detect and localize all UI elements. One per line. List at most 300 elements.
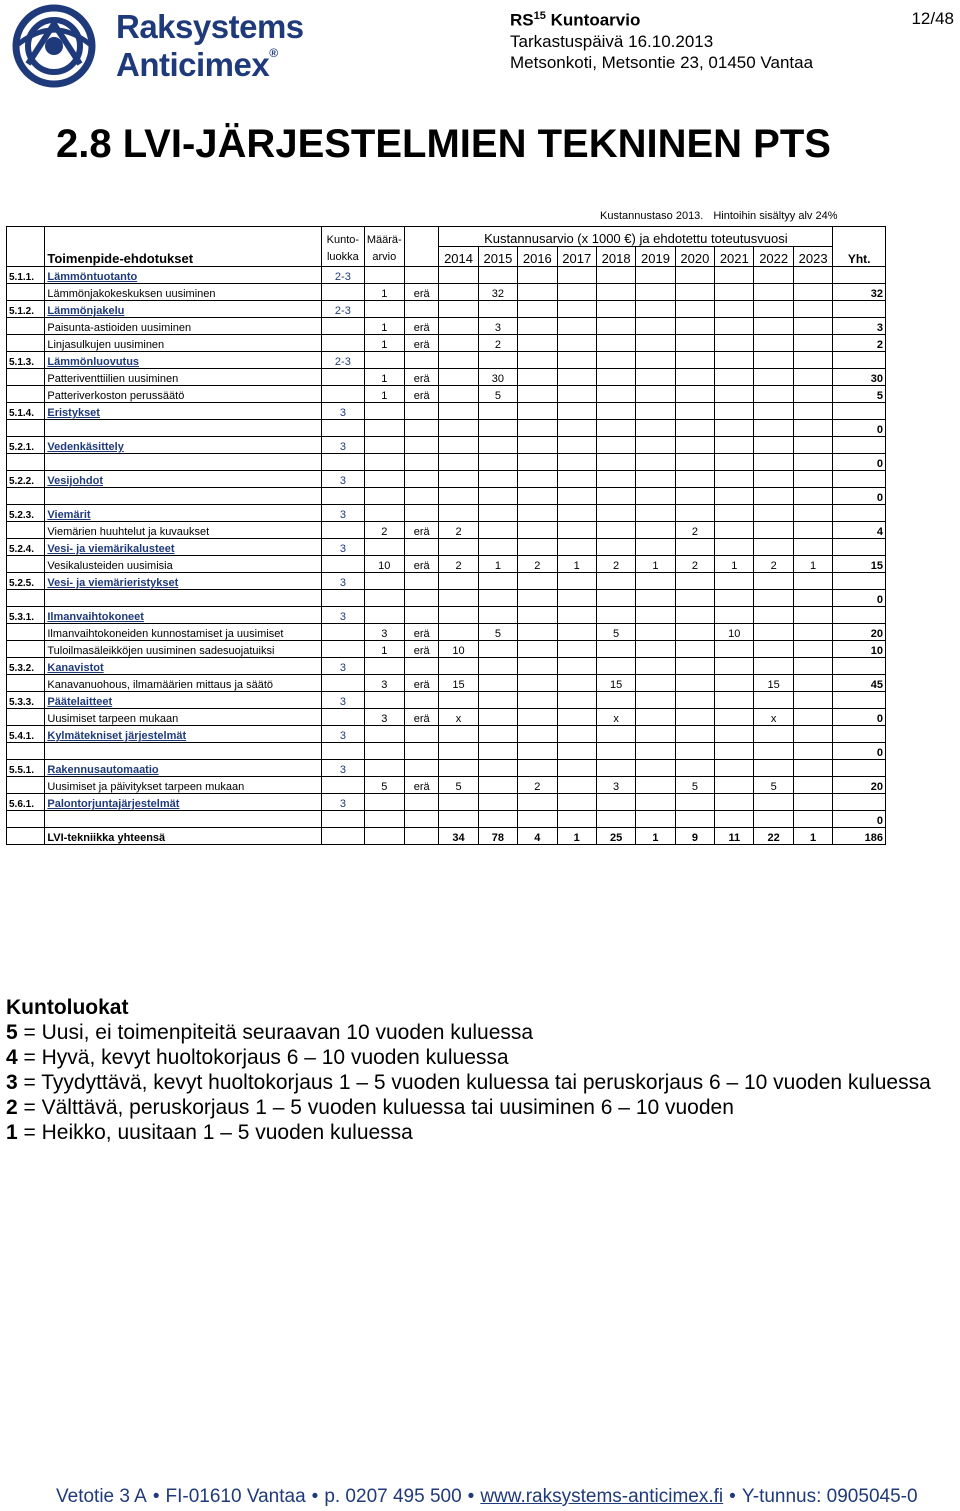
section-label: Kanavistot	[45, 658, 322, 675]
grand-total: 186	[833, 828, 886, 845]
year-cost	[557, 420, 596, 437]
empty-cell	[364, 505, 404, 522]
year-cost	[636, 777, 675, 794]
footer	[56, 1486, 918, 1508]
year-cost: 1	[557, 556, 596, 573]
measures-header: Toimenpide-ehdotukset	[45, 227, 322, 267]
year-cost	[754, 369, 793, 386]
empty-cell	[833, 403, 886, 420]
empty-cell	[7, 675, 45, 692]
row-total: 20	[833, 777, 886, 794]
year-cost	[715, 488, 754, 505]
empty-cell	[478, 692, 517, 709]
year-cost: 30	[478, 369, 517, 386]
empty-cell	[439, 352, 478, 369]
empty-cell	[557, 794, 596, 811]
empty-cell	[557, 726, 596, 743]
quantity-value: 5	[364, 777, 404, 794]
empty-cell	[439, 573, 478, 590]
empty-cell	[754, 658, 793, 675]
year-cost	[557, 284, 596, 301]
year-cost	[596, 488, 635, 505]
unit-value	[405, 488, 439, 505]
year-cost	[754, 811, 793, 828]
section-label: Vesi- ja viemärikalusteet	[45, 539, 322, 556]
year-cost	[793, 590, 832, 607]
row-total: 0	[833, 488, 886, 505]
year-cost	[439, 743, 478, 760]
empty-cell	[322, 522, 364, 539]
empty-cell	[754, 403, 793, 420]
year-total: 34	[439, 828, 478, 845]
year-cost	[675, 284, 714, 301]
year-cost	[715, 743, 754, 760]
year-cost	[715, 777, 754, 794]
empty-cell	[793, 760, 832, 777]
empty-cell	[557, 403, 596, 420]
empty-cell	[715, 301, 754, 318]
year-cost: 15	[596, 675, 635, 692]
year-cost	[518, 318, 557, 335]
year-cost	[675, 624, 714, 641]
empty-cell	[322, 335, 364, 352]
unit-value: erä	[405, 318, 439, 335]
unit-value: erä	[405, 624, 439, 641]
section-code: 5.3.3.	[7, 692, 45, 709]
legend-class-text: = Tyydyttävä, kevyt huoltokorjaus 1 – 5 vuoden kuluessa tai peruskorjaus 6 – 10 vuoden kuluessa	[17, 1071, 931, 1094]
year-cost	[636, 488, 675, 505]
empty-cell	[675, 437, 714, 454]
year-total: 11	[715, 828, 754, 845]
empty-cell	[636, 437, 675, 454]
year-cost	[478, 675, 517, 692]
empty-cell	[833, 658, 886, 675]
table-row	[7, 624, 886, 641]
empty-cell	[322, 369, 364, 386]
empty-cell	[675, 692, 714, 709]
page-number: 12/48	[911, 9, 954, 28]
empty-cell	[405, 301, 439, 318]
empty-cell	[518, 471, 557, 488]
table-row	[7, 641, 886, 658]
empty-cell	[636, 726, 675, 743]
empty-cell	[833, 471, 886, 488]
total-header: Yht.	[833, 227, 886, 267]
year-cost	[518, 709, 557, 726]
year-cost	[793, 420, 832, 437]
empty-cell	[364, 692, 404, 709]
row-total: 0	[833, 590, 886, 607]
section-row	[7, 794, 886, 811]
empty-cell	[793, 437, 832, 454]
year-cost	[715, 522, 754, 539]
quantity-value: 10	[364, 556, 404, 573]
inspection-date: Tarkastuspäivä 16.10.2013	[510, 31, 714, 51]
empty-cell	[518, 505, 557, 522]
year-cost	[793, 488, 832, 505]
legend-class-text: = Uusi, ei toimenpiteitä seuraavan 10 vuoden kuluessa	[17, 1021, 534, 1044]
measure-label	[45, 811, 322, 828]
condition-class: 3	[322, 505, 364, 522]
empty-cell	[439, 607, 478, 624]
section-label: Lämmöntuotanto	[45, 267, 322, 284]
section-label: Vesi- ja viemärieristykset	[45, 573, 322, 590]
unit-value	[405, 590, 439, 607]
measure-label: Viemärien huuhtelut ja kuvaukset	[45, 522, 322, 539]
year-cost	[596, 335, 635, 352]
empty-cell	[439, 658, 478, 675]
year-cost	[636, 675, 675, 692]
quantity-value: 2	[364, 522, 404, 539]
empty-cell	[322, 709, 364, 726]
empty-cell	[405, 573, 439, 590]
section-label: Päätelaitteet	[45, 692, 322, 709]
year-cost	[478, 811, 517, 828]
empty-cell	[518, 573, 557, 590]
empty-cell	[793, 267, 832, 284]
year-cost	[754, 624, 793, 641]
logo-brand-line1: Raksystems	[116, 8, 304, 45]
year-cost	[557, 369, 596, 386]
empty-cell	[364, 658, 404, 675]
section-label: Kylmätekniset järjestelmät	[45, 726, 322, 743]
section-code: 5.2.4.	[7, 539, 45, 556]
year-header: 2022	[754, 247, 793, 267]
section-code: 5.2.3.	[7, 505, 45, 522]
row-total: 10	[833, 641, 886, 658]
legend-class-number: 4	[6, 1046, 18, 1069]
year-cost: 2	[675, 556, 714, 573]
legend-item	[6, 1095, 951, 1120]
empty-cell	[675, 505, 714, 522]
bullet-icon: •	[311, 1486, 319, 1507]
unit-value: erä	[405, 641, 439, 658]
year-cost	[675, 386, 714, 403]
condition-header: Kunto-luokka	[322, 227, 364, 267]
empty-cell	[322, 454, 364, 471]
empty-cell	[518, 301, 557, 318]
empty-cell	[518, 607, 557, 624]
quantity-value: 3	[364, 675, 404, 692]
year-cost	[715, 335, 754, 352]
empty-cell	[557, 658, 596, 675]
year-total: 1	[793, 828, 832, 845]
empty-cell	[405, 760, 439, 777]
condition-class: 3	[322, 692, 364, 709]
year-header: 2016	[518, 247, 557, 267]
year-cost	[636, 743, 675, 760]
year-cost	[439, 335, 478, 352]
year-cost	[754, 284, 793, 301]
empty-cell	[322, 556, 364, 573]
row-total: 4	[833, 522, 886, 539]
year-cost	[557, 522, 596, 539]
year-cost	[557, 488, 596, 505]
empty-cell	[322, 743, 364, 760]
legend-item	[6, 1020, 951, 1045]
year-cost	[478, 777, 517, 794]
year-cost	[793, 335, 832, 352]
section-row	[7, 726, 886, 743]
empty-cell	[636, 794, 675, 811]
quantity-value	[364, 811, 404, 828]
row-total: 20	[833, 624, 886, 641]
row-total: 0	[833, 743, 886, 760]
year-cost	[793, 624, 832, 641]
empty-cell	[364, 760, 404, 777]
year-cost	[557, 335, 596, 352]
bullet-icon: •	[152, 1486, 160, 1507]
empty-cell	[364, 794, 404, 811]
empty-cell	[439, 692, 478, 709]
section-label: Ilmanvaihtokoneet	[45, 607, 322, 624]
year-total: 1	[636, 828, 675, 845]
year-cost	[636, 454, 675, 471]
empty-cell	[322, 624, 364, 641]
empty-cell	[7, 777, 45, 794]
empty-cell	[715, 692, 754, 709]
quantity-header: Määrä-arvio	[364, 227, 404, 267]
empty-cell	[439, 505, 478, 522]
empty-cell	[557, 267, 596, 284]
property-address: Metsonkoti, Metsontie 23, 01450 Vantaa	[510, 52, 814, 72]
legend-class-number: 3	[6, 1071, 18, 1094]
unit-value: erä	[405, 522, 439, 539]
empty-cell	[793, 352, 832, 369]
empty-cell	[596, 658, 635, 675]
empty-cell	[405, 828, 439, 845]
row-total: 0	[833, 420, 886, 437]
empty-cell	[364, 267, 404, 284]
legend-class-text: = Hyvä, kevyt huoltokorjaus 6 – 10 vuoden kuluessa	[17, 1046, 509, 1069]
empty-cell	[439, 437, 478, 454]
empty-cell	[557, 301, 596, 318]
quantity-value	[364, 420, 404, 437]
year-cost	[518, 675, 557, 692]
year-cost: 1	[636, 556, 675, 573]
year-cost	[478, 590, 517, 607]
empty-cell	[636, 607, 675, 624]
quantity-value: 1	[364, 318, 404, 335]
empty-cell	[636, 267, 675, 284]
empty-cell	[557, 437, 596, 454]
empty-cell	[754, 539, 793, 556]
footer-website-link[interactable]: www.raksystems-anticimex.fi	[480, 1486, 724, 1507]
logo-brand-line2: Anticimex®	[116, 46, 278, 83]
empty-cell	[675, 726, 714, 743]
empty-cell	[405, 607, 439, 624]
empty-cell	[518, 760, 557, 777]
empty-cell	[833, 505, 886, 522]
condition-class: 3	[322, 437, 364, 454]
table-row	[7, 556, 886, 573]
empty-cell	[636, 573, 675, 590]
year-cost	[518, 454, 557, 471]
empty-cell	[439, 301, 478, 318]
legend-class-text: = Heikko, uusitaan 1 – 5 vuoden kuluessa	[17, 1121, 413, 1144]
section-row	[7, 760, 886, 777]
section-code: 5.1.3.	[7, 352, 45, 369]
section-row	[7, 267, 886, 284]
row-total: 0	[833, 811, 886, 828]
section-label: Rakennusautomaatio	[45, 760, 322, 777]
section-row	[7, 403, 886, 420]
section-code: 5.5.1.	[7, 760, 45, 777]
year-cost	[478, 522, 517, 539]
year-cost	[557, 777, 596, 794]
bullet-icon: •	[729, 1486, 736, 1507]
year-cost	[793, 318, 832, 335]
measure-label: Paisunta-astioiden uusiminen	[45, 318, 322, 335]
year-cost	[754, 318, 793, 335]
section-label: Viemärit	[45, 505, 322, 522]
year-cost: 5	[596, 624, 635, 641]
year-cost	[478, 420, 517, 437]
year-cost	[557, 454, 596, 471]
year-total: 78	[478, 828, 517, 845]
footer-address: Vetotie 3 A	[56, 1486, 147, 1507]
empty-cell	[322, 284, 364, 301]
empty-cell	[7, 488, 45, 505]
pts-table	[6, 226, 886, 845]
year-cost: 2	[596, 556, 635, 573]
year-header: 2020	[675, 247, 714, 267]
year-total: 9	[675, 828, 714, 845]
empty-cell	[596, 539, 635, 556]
empty-cell	[596, 267, 635, 284]
year-cost: 32	[478, 284, 517, 301]
empty-cell	[439, 471, 478, 488]
year-cost: 15	[754, 675, 793, 692]
year-cost	[518, 284, 557, 301]
empty-cell	[322, 811, 364, 828]
empty-cell	[478, 403, 517, 420]
empty-cell	[715, 539, 754, 556]
year-cost	[754, 641, 793, 658]
empty-cell	[754, 794, 793, 811]
empty-cell	[793, 301, 832, 318]
empty-cell	[364, 301, 404, 318]
year-cost	[557, 641, 596, 658]
row-total: 2	[833, 335, 886, 352]
year-header: 2017	[557, 247, 596, 267]
year-cost	[557, 743, 596, 760]
year-cost	[793, 811, 832, 828]
year-cost: 2	[518, 556, 557, 573]
empty-cell	[478, 726, 517, 743]
year-cost	[596, 811, 635, 828]
year-cost	[439, 284, 478, 301]
legend-class-number: 1	[6, 1121, 18, 1144]
empty-cell	[557, 760, 596, 777]
legend-item	[6, 1120, 951, 1145]
empty-cell	[478, 794, 517, 811]
legend-class-number: 5	[6, 1021, 18, 1044]
year-cost	[793, 709, 832, 726]
measure-label: Vesikalusteiden uusimisia	[45, 556, 322, 573]
empty-cell	[405, 726, 439, 743]
table-row	[7, 420, 886, 437]
table-row	[7, 335, 886, 352]
year-cost	[596, 420, 635, 437]
legend-items	[6, 1020, 951, 1145]
empty-cell	[596, 573, 635, 590]
year-header: 2021	[715, 247, 754, 267]
year-cost	[636, 811, 675, 828]
quantity-value	[364, 590, 404, 607]
section-row	[7, 573, 886, 590]
quantity-value: 1	[364, 641, 404, 658]
unit-value: erä	[405, 777, 439, 794]
condition-class: 3	[322, 658, 364, 675]
year-header: 2014	[439, 247, 478, 267]
year-cost: 1	[715, 556, 754, 573]
measure-label	[45, 743, 322, 760]
empty-cell	[478, 471, 517, 488]
quantity-value: 1	[364, 284, 404, 301]
empty-cell	[754, 607, 793, 624]
year-cost	[596, 318, 635, 335]
year-cost	[754, 590, 793, 607]
year-cost	[439, 386, 478, 403]
empty-cell	[596, 794, 635, 811]
empty-cell	[675, 573, 714, 590]
empty-cell	[322, 675, 364, 692]
year-cost	[518, 590, 557, 607]
section-code: 5.6.1.	[7, 794, 45, 811]
empty-cell	[405, 505, 439, 522]
empty-cell	[793, 607, 832, 624]
empty-cell	[793, 403, 832, 420]
condition-class: 3	[322, 573, 364, 590]
year-cost: 2	[439, 522, 478, 539]
year-cost	[557, 386, 596, 403]
empty-cell	[754, 267, 793, 284]
year-cost	[596, 284, 635, 301]
empty-cell	[636, 692, 675, 709]
empty-cell	[7, 811, 45, 828]
year-cost	[715, 318, 754, 335]
empty-cell	[715, 658, 754, 675]
year-cost	[675, 590, 714, 607]
year-cost	[439, 488, 478, 505]
empty-cell	[715, 760, 754, 777]
measure-label: Uusimiset ja päivitykset tarpeen mukaan	[45, 777, 322, 794]
year-cost	[518, 811, 557, 828]
quantity-value: 1	[364, 369, 404, 386]
empty-cell	[715, 267, 754, 284]
empty-cell	[636, 539, 675, 556]
year-cost: 5	[478, 624, 517, 641]
empty-cell	[675, 607, 714, 624]
empty-cell	[364, 403, 404, 420]
empty-cell	[518, 437, 557, 454]
empty-cell	[364, 471, 404, 488]
year-cost: x	[754, 709, 793, 726]
empty-cell	[636, 658, 675, 675]
bullet-icon: •	[467, 1486, 475, 1507]
empty-cell	[793, 573, 832, 590]
year-cost	[793, 675, 832, 692]
empty-cell	[405, 437, 439, 454]
year-cost	[636, 284, 675, 301]
year-cost	[557, 675, 596, 692]
empty-cell	[793, 658, 832, 675]
measure-label	[45, 590, 322, 607]
legend-title: Kuntoluokat	[6, 996, 129, 1019]
year-cost	[478, 454, 517, 471]
empty-cell	[833, 539, 886, 556]
